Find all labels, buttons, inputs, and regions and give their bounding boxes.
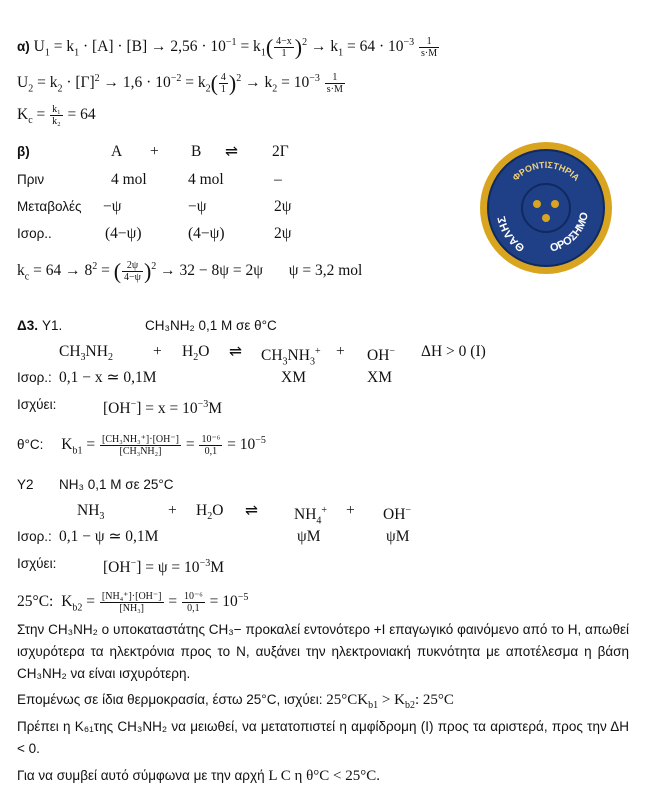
k-symbol: K (61, 436, 73, 454)
isor-value: 0,1 − ψ ≃ 0,1M (59, 528, 159, 545)
frac-den: 0,1 (187, 603, 200, 615)
eq-text: = 10 (205, 593, 238, 611)
plus-sign: + (168, 502, 177, 519)
paragraph-4 (17, 765, 629, 787)
exponent: 2 (236, 73, 242, 84)
cell-a: 4 mol (111, 171, 147, 188)
frac-den: [NH₃] (119, 603, 145, 615)
d3-header (17, 317, 417, 337)
isor-label: Ισορ.: (17, 529, 52, 544)
exponent: −1 (225, 37, 237, 48)
eq-text: = k (181, 74, 206, 92)
u-symbol: U (33, 38, 45, 56)
logo-dot (542, 214, 550, 222)
cell-c: 2ψ (274, 225, 292, 242)
kb2-line: 25°C: $K_{b2}$ = $\frac{\text{[NH₄⁺]·[OH⁻]}}{\text{[NH₃]}}$ = $\frac{\text{10⁻⁶}}{0,1}$ = $10^{-5}$ (17, 591, 249, 615)
enthalpy: ΔH > 0 (I) (421, 343, 486, 360)
exponent: 2 (94, 73, 100, 84)
plus-sign: + (336, 343, 345, 360)
xm-value: XM (281, 369, 306, 386)
frac-den: 1 (281, 48, 287, 60)
isxyei-label: Ισχύει: (17, 556, 57, 571)
product-ch3nh3: $CH_3NH_3^+$ (261, 346, 321, 368)
reactant-ch3nh2: $CH_3NH_2$ (59, 343, 113, 364)
eq-text: = 10 (277, 74, 310, 92)
water: $H_2O$ (196, 502, 224, 523)
eq-text: = 64 · 10 (343, 38, 404, 56)
eq-text: → 32 − 8ψ = 2ψ (156, 262, 263, 280)
frac-num: [NH₄⁺]·[OH⁻] (101, 591, 162, 603)
paragraph-2 (17, 689, 629, 717)
row-label: Ισορ.. (17, 226, 52, 241)
part-b-reaction (17, 143, 337, 163)
line-kc (17, 104, 96, 130)
logo-dot (551, 200, 559, 208)
species-gamma: 2Γ (272, 143, 289, 160)
k-symbol: K (61, 593, 73, 611)
isxyei-2 (17, 555, 317, 575)
row-label: Πριν (17, 172, 45, 187)
frontistiria-logo (478, 140, 614, 276)
exponent: 2 (92, 261, 98, 272)
part-a-label: α) (17, 39, 30, 55)
fraction (122, 260, 143, 283)
k-symbol: k (17, 262, 25, 280)
frac-den: k₂ (52, 116, 61, 127)
exponent: −5 (255, 435, 266, 446)
frac-num: 4 (220, 72, 226, 84)
water: $H_2O$ (182, 343, 210, 364)
logo-dot (533, 200, 541, 208)
kb1-line: θ°C: $K_{b1}$ = $\frac{\text{[CH₃NH₃⁺]·[OH⁻]}}{\text{[CH₃NH₂]}}$ = $\frac{\text{10⁻⁶}}{0,1}$ = $10^{-5}$ (17, 434, 266, 458)
species-a: A (111, 143, 123, 160)
eq-text: = k (236, 38, 261, 56)
cell-a: (4−ψ) (105, 225, 142, 242)
line-a2: $U_2 = k_2 \cdot [\Gamma]^2 \to 1,6 \cdot 10^{-2} = k_2$( $\frac{4}{1}$ )$^2 \to k_2 = 10^{-3}$ $\frac{1}{s\cdot M}$ (17, 70, 343, 96)
frac-num: k₁ (52, 104, 61, 115)
p4-math: L C η θ°C < 25°C. (268, 768, 380, 784)
equilibrium-arrow: ⇌ (225, 143, 238, 160)
paragraph-3: Πρέπει η K₆₁της CH₃NH₂ να μειωθεί, να μετατοπιστεί η αμφίδρομη (I) προς τα αριστερά, προς την ΔH < 0. (17, 719, 629, 756)
cell-b: 4 mol (188, 171, 224, 188)
eq-text: = k (33, 74, 58, 92)
eq-text: = (32, 106, 50, 124)
equilibrium-arrow: ⇌ (245, 502, 258, 519)
frac-num: 10⁻⁶ (201, 434, 221, 446)
logo-right-text: ΟΡΟΣΗΜΟ (548, 211, 591, 255)
exponent: 2 (302, 37, 308, 48)
isor-1 (17, 369, 437, 389)
line-a1: α) $U_1 = k_1 \cdot [A] \cdot [B] \to 2,56 \cdot 10^{-1} = k_1$( $\frac{4-x}{1}$ )$^2 \to k_1 = 64 \cdot 10^{-3}$ $\frac{1}{s\cdot M}$ (17, 34, 438, 60)
row-change (17, 198, 337, 218)
frac-num: [CH₃NH₃⁺]·[OH⁻] (102, 434, 179, 446)
hydroxide: OH− (383, 505, 412, 524)
reaction-1 (17, 343, 517, 368)
exponent: −3 (309, 73, 320, 84)
eq-text: = 64 → 8 (29, 262, 93, 280)
psi-result: ψ = 3,2 mol (288, 262, 363, 280)
unit-fraction (419, 36, 439, 59)
exponent: −2 (170, 73, 182, 84)
oh-concentration: $[OH^-] = \psi = 10^{-3}M$ (103, 558, 224, 577)
cell-a: −ψ (103, 198, 122, 215)
eq-text: → k (241, 74, 273, 92)
isor-value: 0,1 − x ≃ 0,1M (59, 369, 157, 386)
y2-label: Υ2 (17, 477, 34, 492)
cell-b: (4−ψ) (188, 225, 225, 242)
frac-den: s·M (421, 48, 438, 60)
psim-value: ψM (297, 528, 321, 545)
eq-text: · [A] · [B] → 2,56 · 10 (79, 38, 226, 56)
frac-den: s·M (326, 84, 343, 96)
fraction (100, 591, 164, 614)
fraction (274, 36, 294, 59)
part-b-label: β) (17, 144, 30, 159)
frac-num: 4−x (276, 36, 292, 48)
subscript: c (28, 115, 33, 127)
frac-num: 1 (325, 72, 345, 84)
k-symbol: K (17, 106, 29, 124)
hydroxide: OH− (367, 346, 396, 365)
eq-text: → k (307, 38, 339, 56)
product-nh4: $NH_4^+$ (294, 505, 328, 527)
y2-header (17, 476, 317, 496)
isor-2 (17, 528, 437, 548)
fraction (219, 72, 228, 95)
fraction (100, 434, 181, 457)
species-b: B (191, 143, 202, 160)
y1-description: CH₃NH₂ 0,1 M σε θ°C (145, 318, 277, 333)
xm-value: XM (367, 369, 392, 386)
p2-text: Επομένως σε ίδια θερμοκρασία, έστω 25°C, ισχύει: (17, 692, 323, 707)
t25-label: 25°C: (17, 593, 54, 611)
cell-c: – (274, 171, 282, 188)
fraction (50, 104, 63, 127)
eq-text: = k (49, 38, 75, 56)
theta-label: θ°C: (17, 437, 44, 453)
psim-value: ψM (386, 528, 410, 545)
reactant-nh3: $NH_3$ (77, 502, 105, 523)
row-eq (17, 225, 337, 245)
plus-sign: + (346, 502, 355, 519)
frac-den: 1 (220, 84, 226, 96)
exponent: −3 (403, 37, 415, 48)
frac-num: 1 (419, 36, 439, 48)
unit-fraction (325, 72, 345, 95)
exponent: 2 (151, 261, 157, 272)
fraction (199, 434, 222, 457)
oh-concentration: $[OH^-] = x = 10^{-3}M$ (103, 399, 223, 418)
cell-b: −ψ (188, 198, 207, 215)
subscript: b2 (72, 602, 83, 614)
fraction (182, 591, 205, 614)
logo-top-text: ΦΡΟΝΤΙΣΤΗΡΙΑ (510, 159, 582, 183)
eq-text: = 10 (223, 436, 256, 454)
equilibrium-arrow: ⇌ (229, 343, 242, 360)
frac-num: 10⁻⁶ (184, 591, 203, 603)
plus-sign: + (150, 143, 159, 160)
plus-sign: + (153, 343, 162, 360)
frac-den: 0,1 (204, 446, 218, 458)
row-before (17, 171, 337, 191)
reaction-2 (17, 502, 457, 527)
y1-label: Υ1. (42, 318, 63, 333)
logo-left-text: ΘΑΛΗΣ (495, 215, 528, 254)
u-symbol: U (17, 74, 29, 92)
frac-den: 4−ψ (124, 272, 141, 284)
isxyei-1 (17, 396, 317, 416)
eq-text: = 64 (63, 106, 96, 124)
y2-description: NH₃ 0,1 M σε 25°C (59, 477, 174, 492)
isxyei-label: Ισχύει: (17, 397, 57, 412)
frac-num: 2ψ (122, 260, 143, 272)
isor-label: Ισορ.: (17, 370, 52, 385)
paragraph-1: Στην CH₃NH₂ ο υποκαταστάτης CH₃− προκαλεί εντονότερο +I επαγωγικό φαινόμενο από το H, απωθεί ισχυρότερα τα ηλεκτρόνια προς το N, αυξάνει την ηλεκτρονιακή πυκνότητα με αποτέλεσμα η βάση CH₃NH₂ να είναι ισχυρότερη. (17, 622, 629, 681)
exponent: −5 (237, 592, 249, 603)
line-b-kc: $k_c = 64 \to 8^2$ = ( $\frac{2\psi}{4-\psi}$ )$^2$ → 32 − 8ψ = 2ψ ψ = 3,2 mol (17, 258, 363, 284)
p2-math: $25^\circ CK_{b1} > K_{b2}$: 25°C (326, 692, 454, 711)
row-label: Μεταβολές (17, 199, 82, 214)
subscript: b1 (72, 445, 83, 457)
p4-text: Για να συμβεί αυτό σύμφωνα με την αρχή (17, 768, 265, 783)
eq-text: · [Γ] (62, 74, 95, 92)
d3-title: Δ3. (17, 318, 38, 333)
cell-c: 2ψ (274, 198, 292, 215)
eq-text: → 1,6 · 10 (99, 74, 171, 92)
frac-den: [CH₃NH₂] (119, 446, 162, 458)
